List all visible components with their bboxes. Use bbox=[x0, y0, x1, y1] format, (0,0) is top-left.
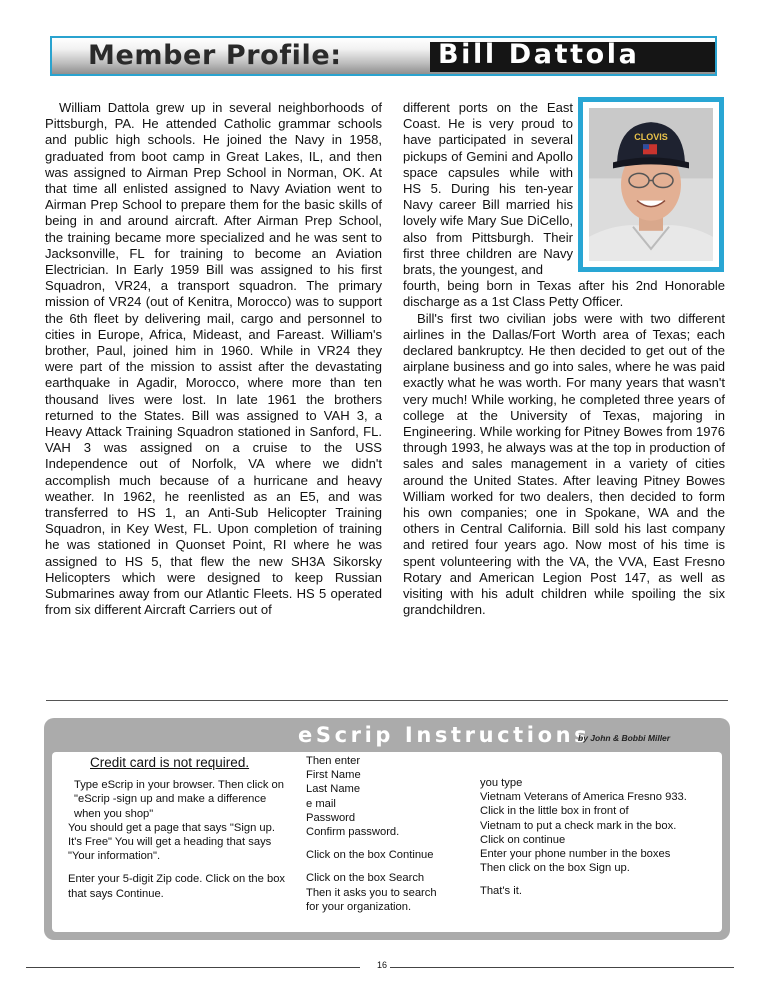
escrip-line: Vietnam to put a check mark in the box. bbox=[480, 819, 677, 832]
title-banner bbox=[50, 36, 717, 76]
escrip-column-2 bbox=[306, 754, 466, 914]
escrip-step-2: You should get a page that says "Sign up. It's Free" You will get a heading that says "Your information". bbox=[68, 821, 275, 863]
page-number: 16 bbox=[376, 960, 387, 970]
escrip-line: Click on the box Continue bbox=[306, 849, 434, 862]
banner-name: Bill Dattola bbox=[438, 39, 640, 70]
article-paragraph-2: Bill's first two civilian jobs were with two different airlines in the Dallas/Fort Worth area of Texas; each declared bankruptcy. He then decided to get out of the airplane business and go into sales, where he was paid exactly what he was worth. For many years that wasn't very much! While working, he completed three years of college at the University of Texas, majoring in Engineering. While working for Pitney Bowes from 1976 through 1993, he always was at the top in production of sales and sales management in a variety of cities around the United States. After leaving Pitney Bowes William worked for two dealers, then decided to form his own companies; one in Spokane, WA and the others in Central California. Bill sold his last company and retired four years ago. Now most of his time is spent volunteering with the VA, the VVA, East Fresno Rotary and American Legion Post 147, as well as visiting with his adult children while spoiling the six grandchildren. bbox=[403, 310, 725, 618]
escrip-line: Then it asks you to search bbox=[306, 886, 437, 899]
article-paragraph-1-continued: different ports on the East Coast. He is very proud to have participated in several pickups of Gemini and Apollo space capsules while with HS 5. During his ten-year Navy career Bill married his lovely wife Mary Sue DiCello, also from Pittsburgh. Their first three children are Navy brats, the youngest, and bbox=[403, 100, 573, 278]
footer-rule-left bbox=[26, 967, 360, 968]
banner-label: Member Profile: bbox=[88, 40, 342, 71]
article-column-1 bbox=[45, 100, 382, 619]
escrip-line: That's it. bbox=[480, 885, 522, 898]
escrip-line: Last Name bbox=[306, 783, 361, 796]
section-divider bbox=[46, 700, 728, 701]
escrip-line: Confirm password. bbox=[306, 826, 400, 839]
escrip-line: Click on the box Search bbox=[306, 872, 425, 885]
escrip-line: for your organization. bbox=[306, 900, 412, 913]
cap-text: CLOVIS bbox=[634, 132, 668, 143]
article-paragraph-1-end: fourth, being born in Texas after his 2nd Honorable discharge as a 1st Class Petty Officer. bbox=[403, 278, 725, 310]
escrip-line: Click in the little box in front of bbox=[480, 805, 629, 818]
escrip-column-1 bbox=[68, 756, 286, 901]
escrip-line: Then enter bbox=[306, 755, 361, 767]
escrip-step-1: Type eScrip in your browser. Then click on "eScrip -sign up and make a difference when you shop" bbox=[74, 779, 284, 820]
member-photo bbox=[578, 97, 724, 272]
footer-rule-right bbox=[390, 967, 734, 968]
escrip-instructions-box bbox=[44, 718, 730, 940]
escrip-header bbox=[44, 718, 730, 752]
banner-name-box bbox=[430, 39, 717, 72]
escrip-line: Enter your phone number in the boxes bbox=[480, 848, 671, 861]
escrip-line: Click on continue bbox=[480, 833, 566, 846]
escrip-line: Password bbox=[306, 811, 356, 824]
escrip-step-3: Enter your 5-digit Zip code. Click on the box that says Continue. bbox=[68, 873, 286, 900]
escrip-byline: by John & Bobbi Miller bbox=[578, 733, 671, 743]
escrip-line: First Name bbox=[306, 769, 361, 782]
escrip-line: e mail bbox=[306, 797, 336, 810]
portrait-illustration bbox=[589, 108, 713, 261]
escrip-content bbox=[52, 752, 722, 932]
article-paragraph-1: William Dattola grew up in several neighborhoods of Pittsburgh, PA. He attended Catholic grammar schools and public high schools. He joined the Navy in 1958, graduated from boot camp in Great Lakes, IL, and then was assigned to Airman Prep School in Norman, OK. At that time all enlisted assigned to Navy Aviation went to Airman Prep School to prepare them for the basic skills of being in and around aircraft. After Airman Prep School, the training became more specialized and he was sent to Jacksonville, FL for training to become an Aviation Electrician. In Early 1959 Bill was assigned to his first Squadron, VR24, a transport squadron. The primary mission of VR24 (out of Kenitra, Morocco) was to support the 6th fleet by delivering mail, cargo and personnel to cities in Europe, Africa, Mideast, and Fareast. William's brother, Paul, joined him in 1960. While in VR24 they were part of the mission to assist after the devastating earthquake in Agadir, Morocco, where more than ten thousand lives were lost. In late 1961 the brothers returned to the States. Bill was assigned to VAH 3, a Heavy Attack Training Squadron stationed in Sanford, FL. VAH 3 was assigned on a cruise to the USS Independence out of Norfolk, VA where we didn't accomplish much because of a hurricane and heavy weather. In 1962, he reenlisted as an E5, and was transferred to HS 1, an Anti-Sub Helicopter Training Squadron, in Key West, FL. Upon completion of training he was stationed in Quonset Point, RI where he was assigned to HS 5, that flew the new SH3A Sikorsky Helicopters which were designed to keep Russian Submarines away from our Atlantic Fleets. HS 5 operated from six different Aircraft Carriers out of bbox=[45, 100, 382, 618]
credit-card-note: Credit card is not required. bbox=[90, 755, 250, 770]
escrip-line: Then click on the box Sign up. bbox=[480, 862, 630, 875]
escrip-line: you type bbox=[480, 777, 523, 789]
escrip-column-3 bbox=[480, 776, 716, 899]
escrip-line: Vietnam Veterans of America Fresno 933. bbox=[480, 791, 687, 804]
escrip-title: eScrip Instructions bbox=[298, 723, 591, 747]
